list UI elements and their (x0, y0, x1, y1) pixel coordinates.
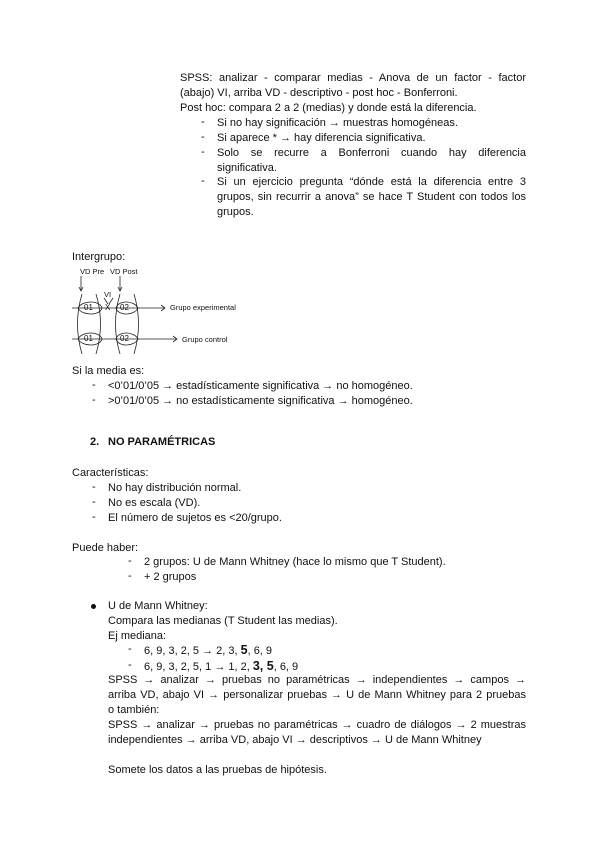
label-vi: VI (104, 290, 112, 299)
section-title: NO PARAMÉTRICAS (108, 436, 216, 448)
dash-marker: - (128, 555, 132, 567)
dash-marker: - (128, 570, 132, 582)
dash-marker: - (92, 496, 96, 508)
list-item: <0’01/0’05 → estadísticamente significativa → no homogéneo. (108, 380, 413, 392)
section-number: 2. (90, 436, 100, 448)
list-item: Si no hay significación → muestras homogéneas. (217, 117, 458, 129)
puede-haber-heading: Puede haber: (72, 542, 139, 554)
list-item: El número de sujetos es <20/grupo. (108, 512, 282, 524)
caracteristicas-heading: Características: (72, 467, 149, 479)
example-2-pre: 6, 9, 3, 2, 5, 1 → 1, 2, (144, 661, 253, 673)
list-item: Si aparece * → hay diferencia significativa. (217, 132, 426, 144)
dash-marker: - (201, 131, 205, 143)
list-item: >0’01/0’05 → no estadísticamente significativa → homogéneo. (108, 395, 413, 407)
list-item-cont: significativa. (217, 162, 277, 174)
spss-line-1: SPSS: analizar - comparar medias - Anova de un factor - factor (180, 72, 526, 84)
example-2-post: , 6, 9 (273, 661, 299, 673)
cell-01-bottom: 01 (84, 334, 93, 343)
spss-line-2: (abajo) VI, arriba VD - descriptivo - post hoc - Bonferroni. (180, 87, 458, 99)
dash-marker: - (92, 379, 96, 391)
example-1-post: , 6, 9 (247, 645, 273, 657)
list-item: No es escala (VD). (108, 497, 201, 509)
bullet-icon (91, 604, 96, 609)
dash-marker: - (92, 481, 96, 493)
label-vd-post: VD Post (110, 267, 138, 276)
mann-line-2: Ej mediana: (108, 630, 167, 642)
dash-marker: - (201, 175, 205, 187)
posthoc-line: Post hoc: compara 2 a 2 (medias) y donde está la diferencia. (180, 102, 477, 114)
dash-marker: - (201, 116, 205, 128)
media-heading: Si la media es: (72, 365, 145, 377)
list-item-cont: grupos, sin recurrir a anova” se hace T Student con todos los (217, 191, 526, 203)
cell-02-top: 02 (120, 303, 129, 312)
example-1-median: 5 (240, 643, 248, 657)
cell-x: X (105, 303, 111, 312)
spss-path-1c: o también: (108, 704, 160, 716)
list-item: 2 grupos: U de Mann Whitney (hace lo mismo que T Student). (144, 556, 446, 568)
spss-path-2a: SPSS → analizar → pruebas no paramétricas → cuadro de diálogos → 2 muestras (108, 719, 526, 731)
list-item: No hay distribución normal. (108, 482, 242, 494)
cell-02-bottom: 02 (120, 334, 129, 343)
cell-01-top: 01 (84, 303, 93, 312)
example-2-median: 3, 5 (252, 659, 274, 673)
spss-path-1a: SPSS → analizar → pruebas no paramétricas → independientes → campos → (108, 674, 526, 686)
list-item: + 2 grupos (144, 571, 197, 583)
mann-title: U de Mann Whitney: (108, 600, 208, 612)
dash-marker: - (92, 511, 96, 523)
list-item-cont: grupos. (217, 206, 254, 218)
spss-path-2b: independientes → arriba VD, abajo VI → descriptivos → U de Mann Whitney (108, 734, 482, 746)
label-grupo-control: Grupo control (182, 335, 228, 344)
example-1 (144, 643, 272, 659)
label-grupo-experimental: Grupo experimental (170, 303, 236, 312)
dash-marker: - (128, 659, 132, 671)
list-item: Solo se recurre a Bonferroni cuando hay diferencia (217, 147, 526, 159)
example-1-pre: 6, 9, 3, 2, 5 → 2, 3, (144, 645, 241, 657)
dash-marker: - (92, 394, 96, 406)
dash-marker: - (128, 643, 132, 655)
label-vd-pre: VD Pre (80, 267, 105, 276)
spss-path-1b: arriba VD, abajo VI → personalizar pruebas → U de Mann Whitney para 2 pruebas (108, 689, 526, 701)
dash-marker: - (201, 146, 205, 158)
list-item: Si un ejercicio pregunta “dónde está la diferencia entre 3 (217, 176, 526, 188)
mann-line-1: Compara las medianas (T Student las medias). (108, 615, 338, 627)
intergrupo-heading: Intergrupo: (72, 251, 126, 263)
final-line: Somete los datos a las pruebas de hipótesis. (108, 764, 327, 776)
